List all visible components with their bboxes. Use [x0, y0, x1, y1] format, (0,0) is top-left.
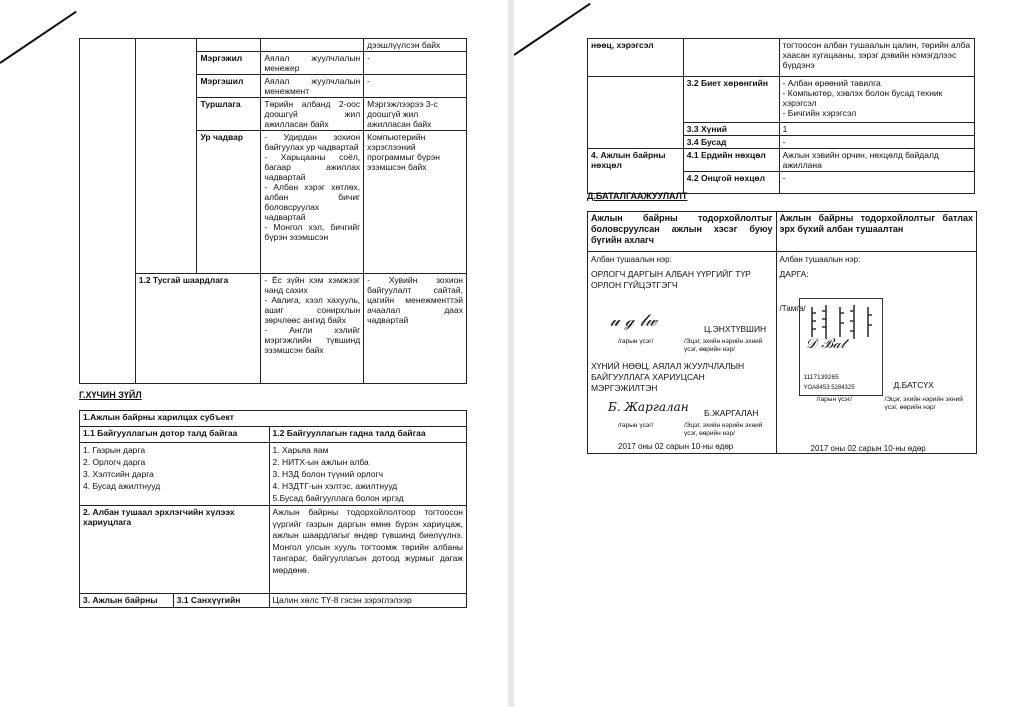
date-right: 2017 оны 02 сарын 10-ны өдөр [810, 444, 926, 453]
row-label-profession: Мэргэжил [197, 52, 261, 75]
sign-caption-1: /гарын үсэг/ [618, 338, 654, 345]
salary-text: тогтоосон албан тушаалын цалин, төрийн алба хаасан хугацааны, зэрэг дэвийн нэмэгдлээс бүрдэнэ [779, 39, 974, 77]
page-corner-fold [0, 11, 77, 64]
approved-by-header: Ажлын байрны тодорхойлолтыг батлах эрх бүхий албан тушаалтан [776, 212, 976, 252]
financial-label: 3.1 Санхүүгийн [173, 594, 269, 608]
sign-caption-2: /гарын үсэг/ [618, 422, 654, 429]
preferred-profession: - [364, 52, 467, 75]
blank-cell [261, 39, 364, 52]
special-condition-value: - [779, 172, 974, 194]
prepared-by-header: Ажлын байрны тодорхойлолтыг боловсруулсан ажлын хэсэг буюу бүгийн ахлагч [588, 212, 777, 252]
physical-assets-label: 3.2 Биет хөрөнгийн [683, 77, 779, 123]
resources-table [587, 38, 975, 194]
resources-label: 3. Ажлын байрны [80, 594, 174, 608]
signer-name-1: Ц.ЭНХТҮВШИН [704, 324, 767, 334]
section-d-heading: Д.БАТАЛГААЖУУЛАЛТ [587, 191, 688, 201]
signature-1: 𝓊 ℊ 𝓁𝓌 [610, 311, 658, 331]
normal-condition-label: 4.1 Ердийн нөхцөл [683, 149, 779, 172]
resources-cont-label: нөөц, хэрэгсэл [588, 39, 684, 77]
hr-specialist-title: ХҮНИЙ НӨӨЦ, АЯЛАЛ ЖУУЛЧЛАЛЫН БАЙГУУЛЛАГА ХАРИУЦСАН МЭРГЭЖИЛТЭН [591, 361, 745, 393]
official-stamp [799, 298, 883, 396]
approval-table [587, 211, 977, 454]
date-left: 2017 оны 02 сарын 10-ны өдөр [618, 442, 734, 451]
page-corner-fold [514, 3, 591, 56]
human-value: 1 [779, 123, 974, 136]
director-name: Д.БАТСҮХ [893, 380, 934, 390]
col-outside: 1.2 Байгууллагын гадна талд байгаа [269, 427, 466, 443]
name-caption-1: /Эцэг, эхийн нэрийн эхний үсэг, өөрийн нэр/ [684, 338, 763, 353]
responsibility-text: Ажлын байрны тодорхойлолтоор тогтоосон үүргийг газрын даргын өмнө бүрэн хариуцаж, ажлын шаардлагыг өндөр түвшинд биелүүлнэ. Монгол улсын хууль тогтоомж төрийн албаны тангараг, байгууллагын дотоод журмыг дагаж мөрдөнө. [269, 506, 466, 594]
signer-name-2: Б.ЖАРГАЛАН [704, 408, 759, 418]
required-special: - Ёс зүйн хэм хэмжээг чанд сахих - Авлига, хээл хахууль, ашиг сонирхлын зөрчлөөс ангид байх - Англи хэлийг мэргэжлийн түвшинд эзэмшсэн байх [261, 274, 364, 384]
director-title: ДАРГА: [779, 269, 809, 279]
preferred-experience: Мэргэжлээрээ 3-с доошгүй жил ажилласан байх [364, 98, 467, 131]
approved-by-cell [776, 252, 976, 454]
director-signature: 𝒟 ℬ𝒶𝓉 [805, 336, 846, 352]
special-condition-label: 4.2 Онцгой нөхцөл [683, 172, 779, 194]
row-label-skills: Ур чадвар [197, 131, 261, 274]
financial-text: Цалин хөлс ТҮ-8 гэсэн зэрэглэлээр [269, 594, 466, 608]
row-label-special: 1.2 Тусгай шаардлага [135, 274, 261, 384]
physical-assets-text: - Албан өрөөний тавилга - Компьютер, хэвлэх болон бусад техник хэрэгсэл - Бичгийн хэрэгсэл [779, 77, 974, 123]
preferred-skills: Компьютерийн хэрэглээний программыг бүрэн эзэмшсэн байх [364, 131, 467, 274]
required-profession: Аялал жуулчлалын менежер [261, 52, 364, 75]
prepared-by-cell [588, 252, 777, 454]
human-label: 3.3 Хүний [683, 123, 779, 136]
other-value: - [779, 136, 974, 149]
cont-cell: дээшлүүлсэн байх [364, 39, 467, 52]
requirements-table [79, 38, 467, 384]
inside-list: 1. Газрын дарга 2. Орлогч дарга 3. Хэлтсийн дарга 4. Бусад ажилтнууд [80, 443, 270, 506]
row-label-experience: Туршлага [197, 98, 261, 131]
conditions-label: 4. Ажлын байрны нөхцөл [588, 149, 684, 194]
factors-title: 1.Ажлын байрны харилцах субъект [80, 411, 467, 427]
blank-cell [135, 39, 197, 274]
factors-table [79, 410, 467, 608]
row-label-qualification: Мэргэшил [197, 75, 261, 98]
sign-caption-3: /гарын үсэг/ [816, 396, 852, 403]
preferred-special: - Хувийн зохион байгуулалт сайтай, цагийн менежменттэй ачаалал даах чадвартай [364, 274, 467, 384]
normal-condition-text: Ажлын хэвийн орчин, нөхцөлд байдалд ажиллана [779, 149, 974, 172]
blank-cell [80, 39, 136, 384]
stamp-label: /Тамга/ [779, 304, 806, 313]
right-page [514, 0, 1024, 707]
position-label-2: Албан тушаалын нэр: [779, 255, 861, 264]
blank-cell [683, 39, 779, 77]
blank-cell [588, 77, 684, 149]
required-experience: Төрийн албанд 2-оос доошгүй жил ажилласан байх [261, 98, 364, 131]
required-skills: - Удирдан зохион байгуулах ур чадвартай - Харьцааны соёл, багаар ажиллах чадвартай - Албан хэрэг хөтлөх, албан бичиг боловсруулах чадвартай - Монгол хэл, бичгийг бүрэн эзэмшсэн [261, 131, 364, 274]
stamp-number-2: YOA8453 5284325 [803, 385, 855, 391]
left-page [0, 0, 508, 707]
signature-2: Б. Жаргалан [608, 400, 689, 414]
preferred-qualification: - [364, 75, 467, 98]
section-g-heading: Г.ХҮЧИН ЗҮЙЛ [79, 390, 142, 400]
col-inside: 1.1 Байгууллагын дотор талд байгаа [80, 427, 270, 443]
position-label: Албан тушаалын нэр: [591, 255, 672, 264]
required-qualification: Аялал жуулчлалын менежмент [261, 75, 364, 98]
outside-list: 1. Харьяа яам 2. НИТХ-ын ажлын алба 3. НЗД болон түүний орлогч 4. НЗДТГ-ын хэлтэс, ажилтнууд 5.Бусад байгууллага болон иргэд [269, 443, 466, 506]
other-label: 3.4 Бусад [683, 136, 779, 149]
stamp-number-1: 1117139265 [803, 374, 839, 381]
deputy-title: ОРЛОГЧ ДАРГЫН АЛБАН ҮҮРГИЙГ ТҮР ОРЛОН ГҮЙЦЭТГЭГЧ [591, 269, 751, 290]
blank-cell [197, 39, 261, 52]
responsibility-label: 2. Албан тушаал эрхлэгчийн хүлээх хариуцлага [80, 506, 270, 594]
name-caption-2: /Эцэг, эхийн нэрийн эхний үсэг, өөрийн нэр/ [684, 422, 763, 437]
name-caption-3: /Эцэг, эхийн нэрийн эхний үсэг, өөрийн нэр/ [884, 396, 963, 411]
